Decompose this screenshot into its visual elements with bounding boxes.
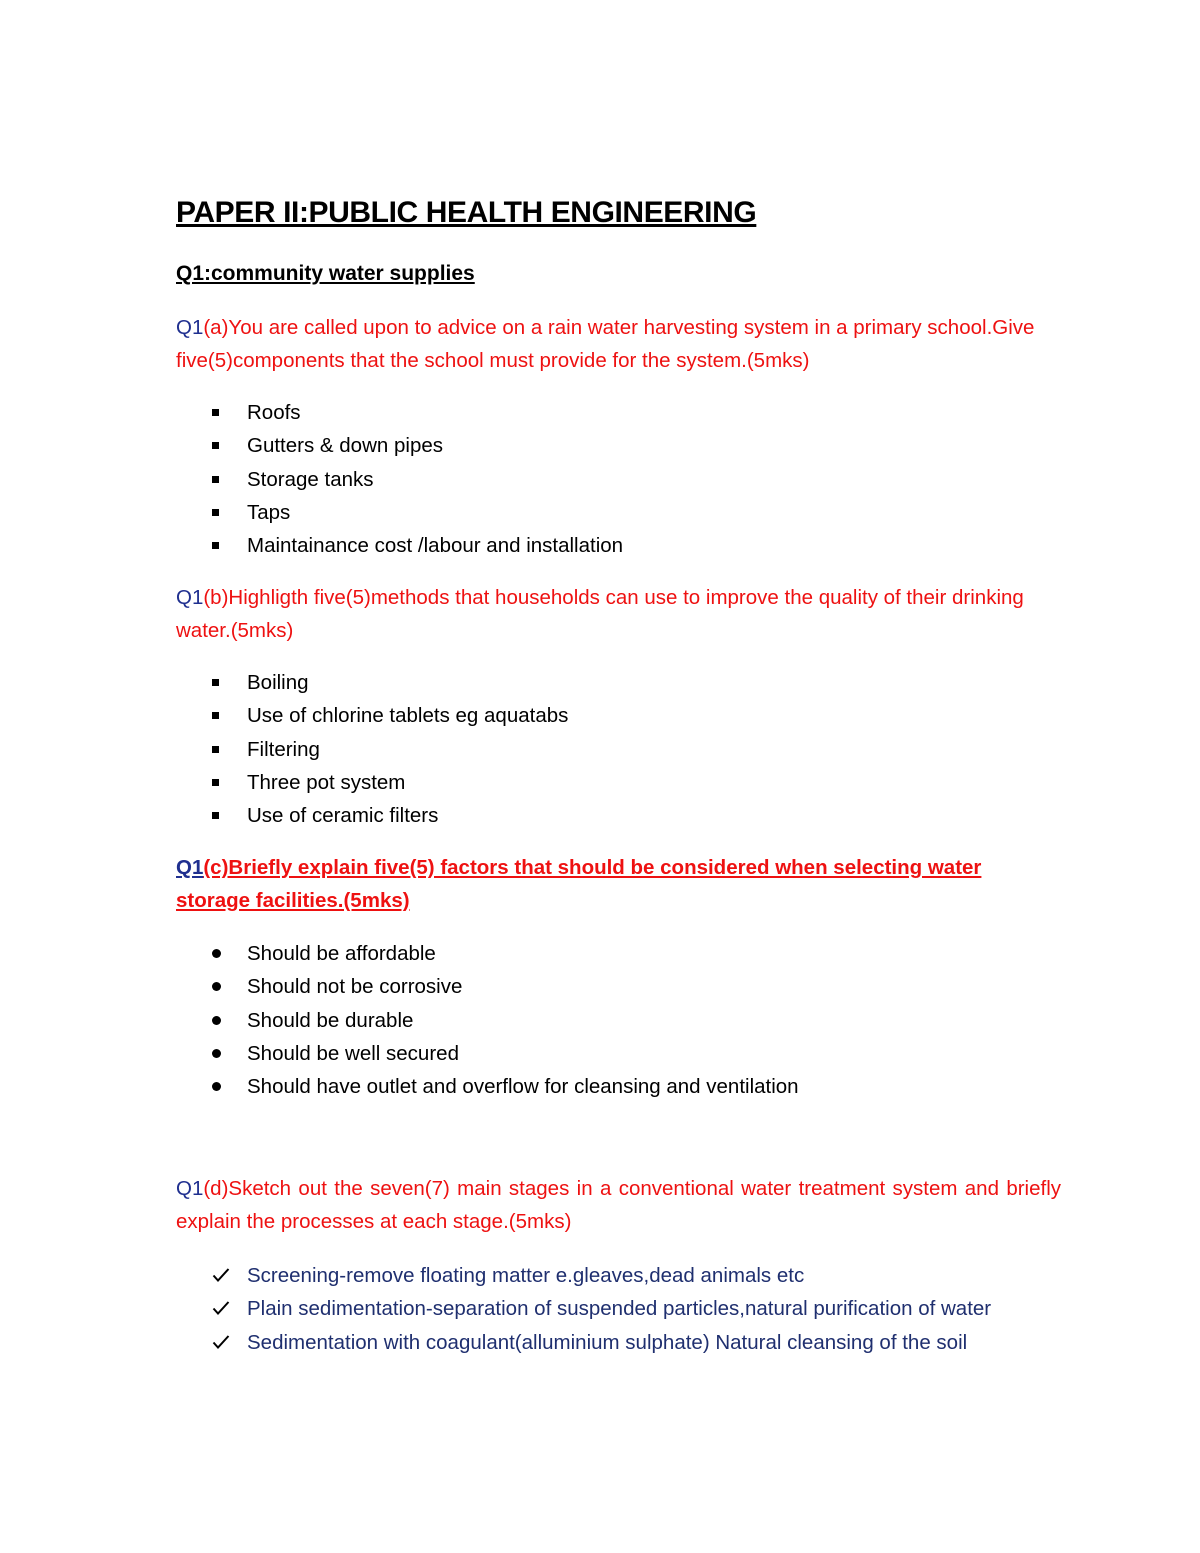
square-bullet-icon [212, 799, 228, 832]
square-bullet-icon [212, 699, 228, 732]
question-q1a [176, 312, 1061, 377]
question-number: Q1 [176, 586, 204, 609]
question-number: Q1 [176, 316, 204, 339]
checkmark-icon [212, 1267, 230, 1283]
dot-bullet-icon [212, 970, 228, 1003]
question-text: (b)Highligth five(5)methods that households can use to improve the quality of their drinking water.(5mks) [176, 586, 1024, 642]
square-bullet-icon [212, 766, 228, 799]
question-q1b [176, 582, 1061, 647]
dot-bullet-icon [212, 1004, 228, 1037]
checkmark-icon [212, 1300, 230, 1316]
dot-bullet-icon [212, 937, 228, 970]
question-q1d [176, 1173, 1061, 1238]
dot-bullet-icon [212, 1070, 228, 1103]
question-q1c [176, 852, 1061, 917]
question-number: Q1 [176, 1177, 204, 1200]
question-number: Q1 [176, 856, 204, 879]
square-bullet-icon [212, 733, 228, 766]
square-bullet-icon [212, 463, 228, 496]
question-text: (d)Sketch out the seven(7) main stages in a conventional water treatment system and briefly explain the processes at each stage.(5mks) [176, 1177, 1061, 1233]
square-bullet-icon [212, 496, 228, 529]
section-heading: Q1:community water supplies [176, 262, 475, 285]
dot-bullet-icon [212, 1037, 228, 1070]
question-text: (a)You are called upon to advice on a rain water harvesting system in a primary school.Give five(5)components that the school must provide for the system.(5mks) [176, 316, 1035, 372]
document-page: PAPER II:PUBLIC HEALTH ENGINEERING Q1:community water supplies Q1(a)You are called upon to advice on a rain water harvesting system in a primary school.Give five(5)components that the school must provide for the system.(5mks) Roofs Gutters & down pipes Storage tanks Taps Maintainance cost /labour and installation Q1(b)Highligth five(5)methods that households can use to improve the quality of their drinking water.(5mks) Boiling Use of chlorine tablets eg aquatabs Filtering Three pot system Use of ceramic filters Q1(c)Briefly explain five(5) factors that should be considered when selecting water storage facilities.(5mks) Should be affordable Should not be corrosive Should be durable Should be well secured Should have outlet and overflow for cleansing and ventilation Q1(d)Sketch out the seven(7) main stages in a conventional water treatment system and briefly explain the processes at each stage.(5mks) Screening-remove floating matter e.gleaves,dead animals etc Plain sedimentation-separation of suspended particles,natural purification of water Sedimentation with coagulant(alluminium sulphate) Natural cleansing of the soil [176, 196, 1061, 1354]
checkmark-icon [212, 1334, 230, 1350]
question-text: (c)Briefly explain five(5) factors that should be considered when selecting water storage facilities.(5mks) [176, 856, 982, 912]
square-bullet-icon [212, 429, 228, 462]
square-bullet-icon [212, 396, 228, 429]
square-bullet-icon [212, 666, 228, 699]
square-bullet-icon [212, 529, 228, 562]
paper-title: PAPER II:PUBLIC HEALTH ENGINEERING [176, 196, 757, 229]
